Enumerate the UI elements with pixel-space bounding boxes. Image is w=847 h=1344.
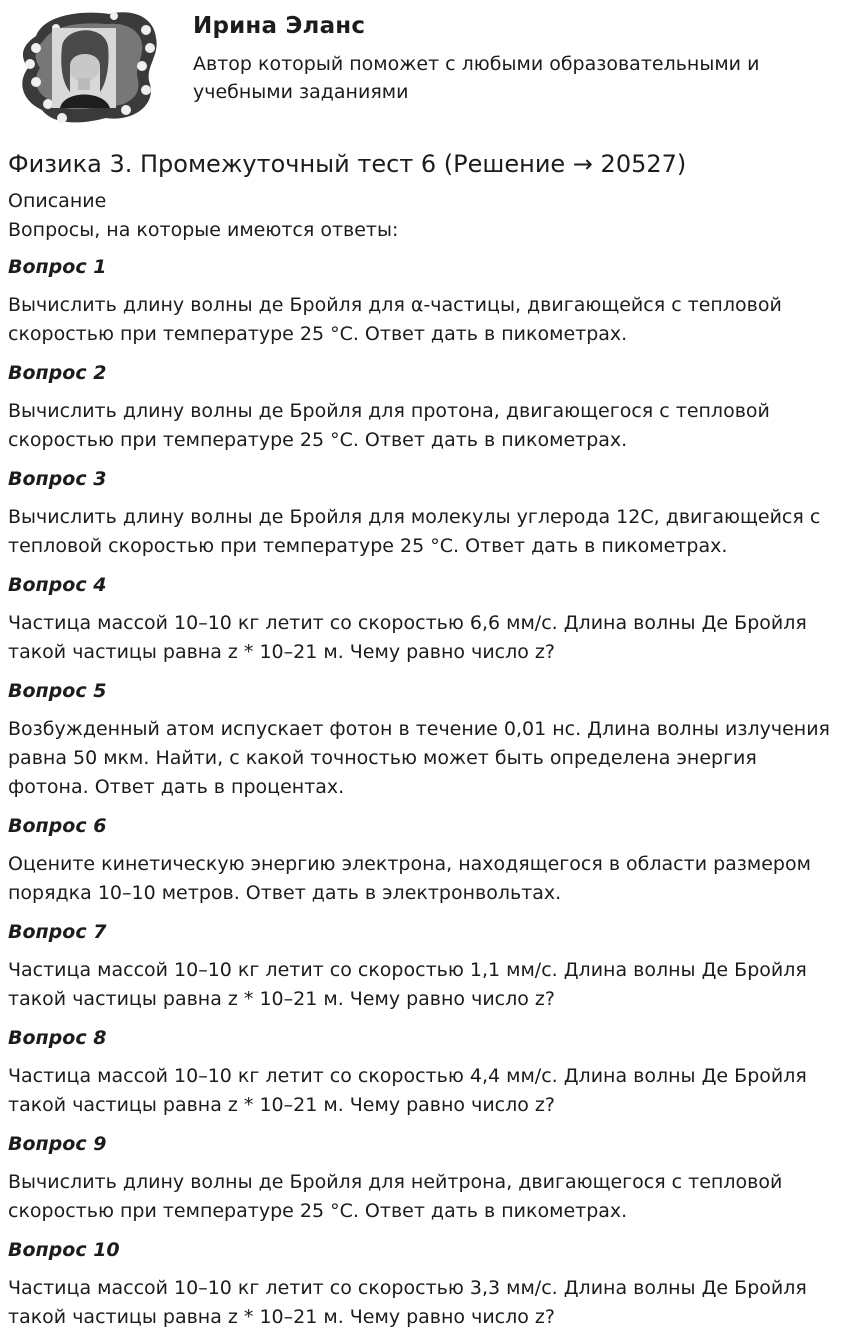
question-item bbox=[8, 1130, 838, 1226]
content bbox=[8, 187, 838, 1342]
question-text: Вычислить длину волны де Бройля для протона, двигающегося с тепловой скоростью при температуре 25 °C. Ответ дать в пикометрах. bbox=[8, 400, 770, 451]
question-heading: Вопрос 7 bbox=[8, 921, 107, 943]
question-text: Частица массой 10–10 кг летит со скоростью 3,3 мм/с. Длина волны Де Бройля такой частицы равна z * 10–21 м. Чему равно число z? bbox=[8, 1277, 807, 1328]
question-text: Частица массой 10–10 кг летит со скоростью 1,1 мм/с. Длина волны Де Бройля такой частицы равна z * 10–21 м. Чему равно число z? bbox=[8, 959, 807, 1010]
page-title: Физика 3. Промежуточный тест 6 (Решение → 20527) bbox=[8, 150, 687, 178]
question-heading: Вопрос 9 bbox=[8, 1133, 107, 1155]
question-heading: Вопрос 1 bbox=[8, 256, 107, 278]
question-item bbox=[8, 359, 838, 455]
author-block bbox=[8, 0, 839, 140]
question-item bbox=[8, 465, 838, 561]
question-item bbox=[8, 571, 838, 667]
question-text: Вычислить длину волны де Бройля для α-частицы, двигающейся с тепловой скоростью при температуре 25 °C. Ответ дать в пикометрах. bbox=[8, 294, 782, 345]
question-text: Вычислить длину волны де Бройля для нейтрона, двигающегося с тепловой скоростью при температуре 25 °C. Ответ дать в пикометрах. bbox=[8, 1171, 783, 1222]
question-text: Частица массой 10–10 кг летит со скоростью 4,4 мм/с. Длина волны Де Бройля такой частицы равна z * 10–21 м. Чему равно число z? bbox=[8, 1065, 807, 1116]
question-list bbox=[8, 253, 838, 1332]
question-item bbox=[8, 812, 838, 908]
question-heading: Вопрос 6 bbox=[8, 815, 107, 837]
author-description: Автор который поможет с любыми образовательными и учебными заданиями bbox=[193, 53, 760, 103]
author-avatar bbox=[14, 6, 160, 128]
question-heading: Вопрос 2 bbox=[8, 362, 107, 384]
question-item bbox=[8, 918, 838, 1014]
questions-intro: Вопросы, на которые имеются ответы: bbox=[8, 219, 399, 241]
question-heading: Вопрос 10 bbox=[8, 1239, 120, 1261]
question-heading: Вопрос 3 bbox=[8, 468, 107, 490]
question-heading: Вопрос 5 bbox=[8, 680, 107, 702]
question-heading: Вопрос 8 bbox=[8, 1027, 107, 1049]
question-heading: Вопрос 4 bbox=[8, 574, 107, 596]
question-item bbox=[8, 1236, 838, 1332]
question-text: Вычислить длину волны де Бройля для молекулы углерода 12C, двигающейся с тепловой скоростью при температуре 25 °C. Ответ дать в пикометрах. bbox=[8, 506, 821, 557]
question-text: Частица массой 10–10 кг летит со скоростью 6,6 мм/с. Длина волны Де Бройля такой частицы равна z * 10–21 м. Чему равно число z? bbox=[8, 612, 807, 663]
author-name: Ирина Эланс bbox=[193, 13, 366, 39]
question-item bbox=[8, 1024, 838, 1120]
question-item bbox=[8, 253, 838, 349]
description-label: Описание bbox=[8, 190, 107, 212]
question-text: Оцените кинетическую энергию электрона, находящегося в области размером порядка 10–10 метров. Ответ дать в электронвольтах. bbox=[8, 853, 811, 904]
question-item bbox=[8, 677, 838, 802]
question-text: Возбужденный атом испускает фотон в течение 0,01 нс. Длина волны излучения равна 50 мкм. Найти, с какой точностью может быть определена энергия фотона. Ответ дать в процентах. bbox=[8, 718, 830, 798]
